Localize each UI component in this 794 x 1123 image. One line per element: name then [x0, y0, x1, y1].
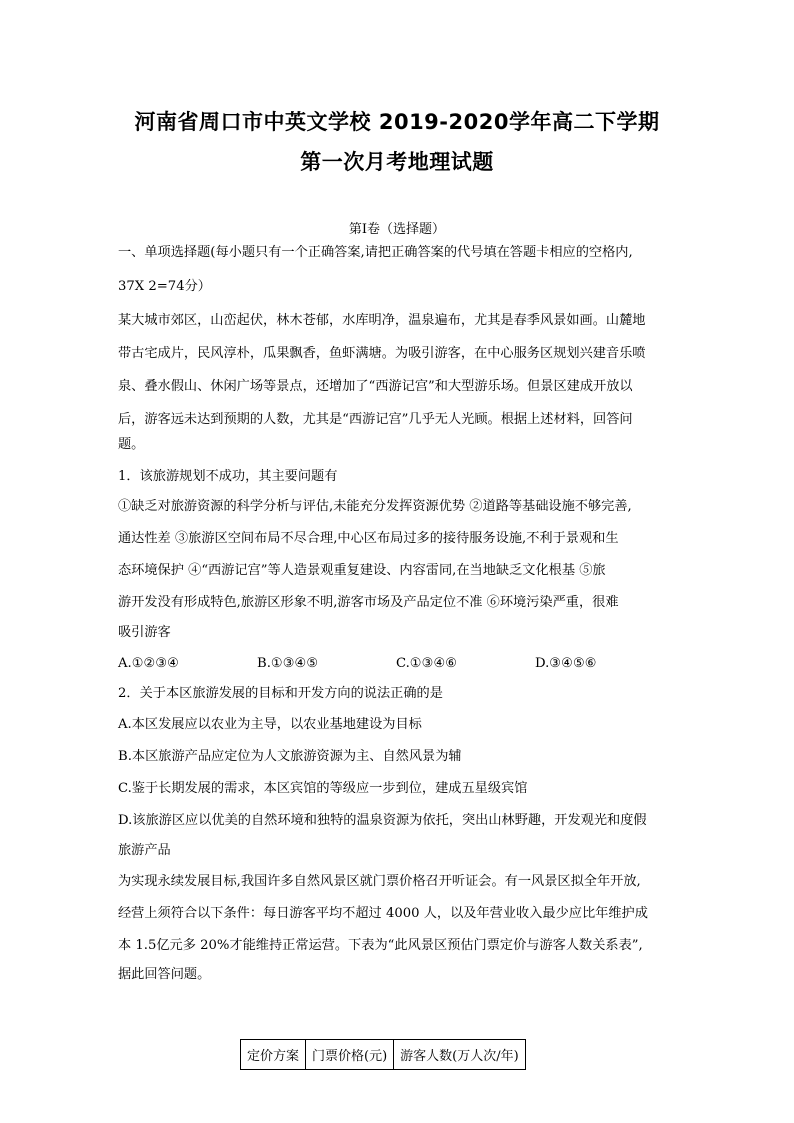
passage-line: 经营上须符合以下条件：每日游客平均不超过 4000 人，以及年营业收入最少应比年维护成: [118, 906, 648, 921]
question-stem: 2．关于本区旅游发展的目标和开发方向的说法正确的是: [118, 686, 443, 701]
option-b: B.①③④⑤: [257, 656, 319, 671]
question-statement: 态环境保护 ④“西游记宫”等人造景观重复建设、内容雷同,在当地缺乏文化根基 ⑤旅: [118, 563, 606, 578]
option-c: C.①③④⑥: [396, 656, 458, 671]
instruction-line: 一、单项选择题(每小题只有一个正确答案,请把正确答案的代号填在答题卡相应的空格内,: [118, 245, 633, 260]
option-b: B.本区旅游产品应定位为人文旅游资源为主、自然风景为辅: [118, 749, 462, 764]
option-d: D.该旅游区应以优美的自然环境和独特的温泉资源为依托，突出山林野趣，开发观光和度假: [118, 813, 647, 828]
table-header-cell: 门票价格(元): [306, 1040, 394, 1070]
question-statement: ①缺乏对旅游资源的科学分析与评估,未能充分发挥资源优势 ②道路等基础设施不够完善,: [118, 499, 632, 514]
page-title-line1: 河南省周口市中英文学校 2019-2020学年高二下学期: [134, 110, 660, 134]
passage-line: 某大城市郊区，山峦起伏，林木苍郁，水库明净，温泉遍布，尤其是春季风景如画。山麓地: [118, 313, 646, 328]
passage-line: 据此回答问题。: [118, 967, 211, 982]
table-header-cell: 游客人数(万人次/年): [394, 1040, 526, 1070]
passage-line: 带古宅成片，民风淳朴，瓜果飘香，鱼虾满塘。为吸引游客，在中心服务区规划兴建音乐喷: [118, 346, 646, 361]
question-statement: 吸引游客: [118, 625, 171, 640]
passage-line: 泉、叠水假山、休闲广场等景点，还增加了“西游记宫”和大型游乐场。但景区建成开放以: [118, 379, 633, 394]
option-a: A.①②③④: [118, 656, 180, 671]
option-d-cont: 旅游产品: [118, 843, 171, 858]
table-header-cell: 定价方案: [241, 1040, 306, 1070]
instruction-line: 37X 2=74分）: [118, 279, 211, 294]
option-c: C.鉴于长期发展的需求，本区宾馆的等级应一步到位，建成五星级宾馆: [118, 781, 528, 796]
passage-line: 后，游客远未达到预期的人数，尤其是“西游记宫”几乎无人光顾。根据上述材料，回答问: [118, 412, 633, 427]
passage-line: 题。: [118, 437, 145, 452]
option-a: A.本区发展应以农业为主导，以农业基地建设为目标: [118, 717, 422, 732]
section-heading: 第Ⅰ卷（选择题）: [348, 222, 446, 237]
price-table: [240, 1039, 526, 1070]
question-stem: 1．该旅游规划不成功，其主要问题有: [118, 469, 338, 484]
table-header-row: [241, 1040, 526, 1070]
passage-line: 本 1.5亿元多 20%才能维持正常运营。下表为“此风景区预估门票定价与游客人数关系表”,: [118, 938, 643, 953]
question-statement: 通达性差 ③旅游区空间布局不尽合理,中心区布局过多的接待服务设施,不利于景观和生: [118, 531, 619, 546]
passage-line: 为实现永续发展目标,我国许多自然风景区就门票价格召开听证会。有一风景区拟全年开放,: [118, 874, 641, 889]
question-statement: 游开发没有形成特色,旅游区形象不明,游客市场及产品定位不准 ⑥环境污染严重，很难: [118, 595, 619, 610]
page-title-line2: 第一次月考地理试题: [300, 150, 494, 174]
option-d: D.③④⑤⑥: [535, 656, 597, 671]
